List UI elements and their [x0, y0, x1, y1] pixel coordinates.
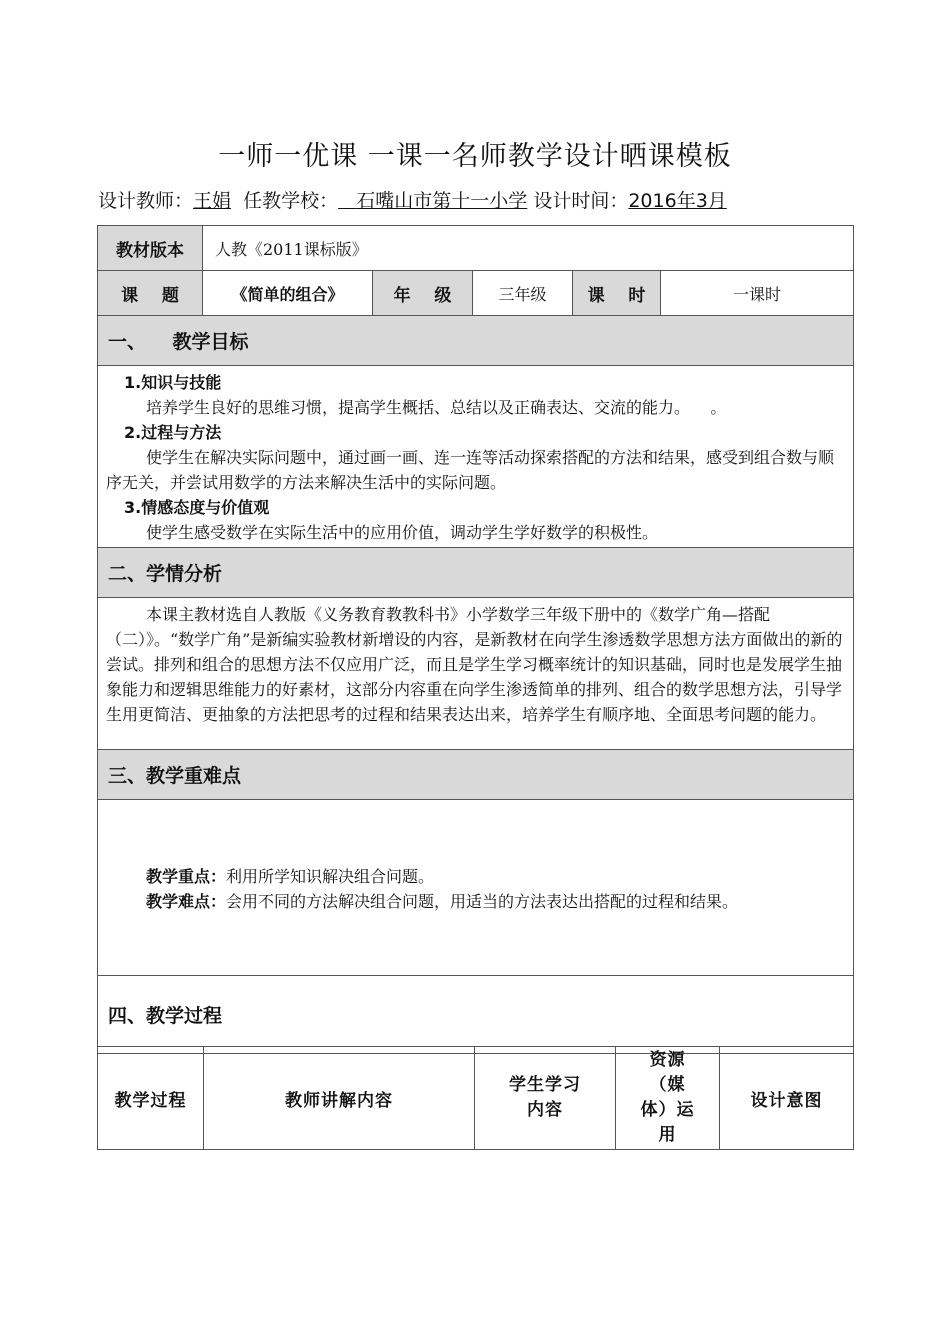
focus-label: 教学重点：	[146, 866, 227, 886]
hours-label: 课 时	[573, 271, 661, 316]
meta-line	[98, 186, 858, 213]
col-process: 教学过程	[98, 1047, 204, 1150]
process-heading: 四、教学过程	[98, 976, 854, 1054]
edition-label: 教材版本	[98, 226, 203, 271]
key-points-body	[98, 800, 854, 976]
edition-value: 人教《2011课标版》	[203, 226, 854, 271]
analysis-heading: 二、学情分析	[98, 548, 854, 598]
design-time: 2016年3月	[628, 190, 727, 212]
key-points-heading: 三、教学重难点	[98, 750, 854, 800]
grade-label: 年 级	[373, 271, 473, 316]
school-label: 任教学校：	[243, 190, 339, 212]
objective-text-1: 培养学生良好的思维习惯，提高学生概括、总结以及正确表达、交流的能力。 。	[146, 398, 727, 417]
focus-text: 利用所学知识解决组合问题。	[226, 866, 435, 886]
col-teacher-content: 教师讲解内容	[204, 1047, 475, 1150]
teacher-label: 设计教师：	[98, 190, 194, 212]
lesson-info-table	[97, 225, 854, 1054]
topic-label: 课 题	[98, 271, 203, 316]
col-media: 资源 （媒 体）运 用	[616, 1047, 720, 1150]
school-name: 石嘴山市第十一小学	[356, 190, 528, 212]
page-title: 一师一优课 一课一名师教学设计晒课模板	[218, 141, 732, 172]
analysis-body	[98, 598, 854, 750]
hours-value: 一课时	[661, 271, 854, 316]
objective-title-3: 3.情感态度与价值观	[124, 498, 270, 517]
difficulty-text: 会用不同的方法解决组合问题，用适当的方法表达出搭配的过程和结果。	[226, 891, 739, 911]
objective-text-2: 使学生在解决实际问题中，通过画一画、连一连等活动探索搭配的方法和结果，感受到组合数与顺序无关，并尝试用数学的方法来解决生活中的实际问题。	[106, 448, 835, 492]
objectives-body	[98, 366, 854, 548]
difficulty-label: 教学难点：	[146, 891, 227, 911]
process-table	[97, 1046, 854, 1150]
objectives-heading: 一、 教学目标	[98, 316, 854, 366]
topic-value: 《简单的组合》	[203, 271, 373, 316]
col-design-intent: 设计意图	[720, 1047, 854, 1150]
col-student-content: 学生学习 内容	[475, 1047, 616, 1150]
objective-text-3: 使学生感受数学在实际生活中的应用价值，调动学生学好数学的积极性。	[146, 523, 659, 542]
grade-value: 三年级	[473, 271, 573, 316]
objective-title-1: 1.知识与技能	[124, 373, 222, 392]
teacher-name: 王娟	[193, 190, 232, 212]
objective-title-2: 2.过程与方法	[124, 423, 222, 442]
time-label: 设计时间：	[533, 190, 629, 212]
analysis-text: 本课主教材选自人教版《义务教育教教科书》小学数学三年级下册中的《数学广角—搭配（二）》。“数学广角”是新编实验教材新增设的内容，是新教材在向学生渗透数学思想方法方面做出的新的尝试。排列和组合的思想方法不仅应用广泛，而且是学生学习概率统计的知识基础，同时也是发展学生抽象能力和逻辑思维能力的好素材，这部分内容重在向学生渗透简单的排列、组合的数学思想方法，引导学生用更简洁、更抽象的方法把思考的过程和结果表达出来，培养学生有顺序地、全面思考问题的能力。	[106, 605, 843, 724]
